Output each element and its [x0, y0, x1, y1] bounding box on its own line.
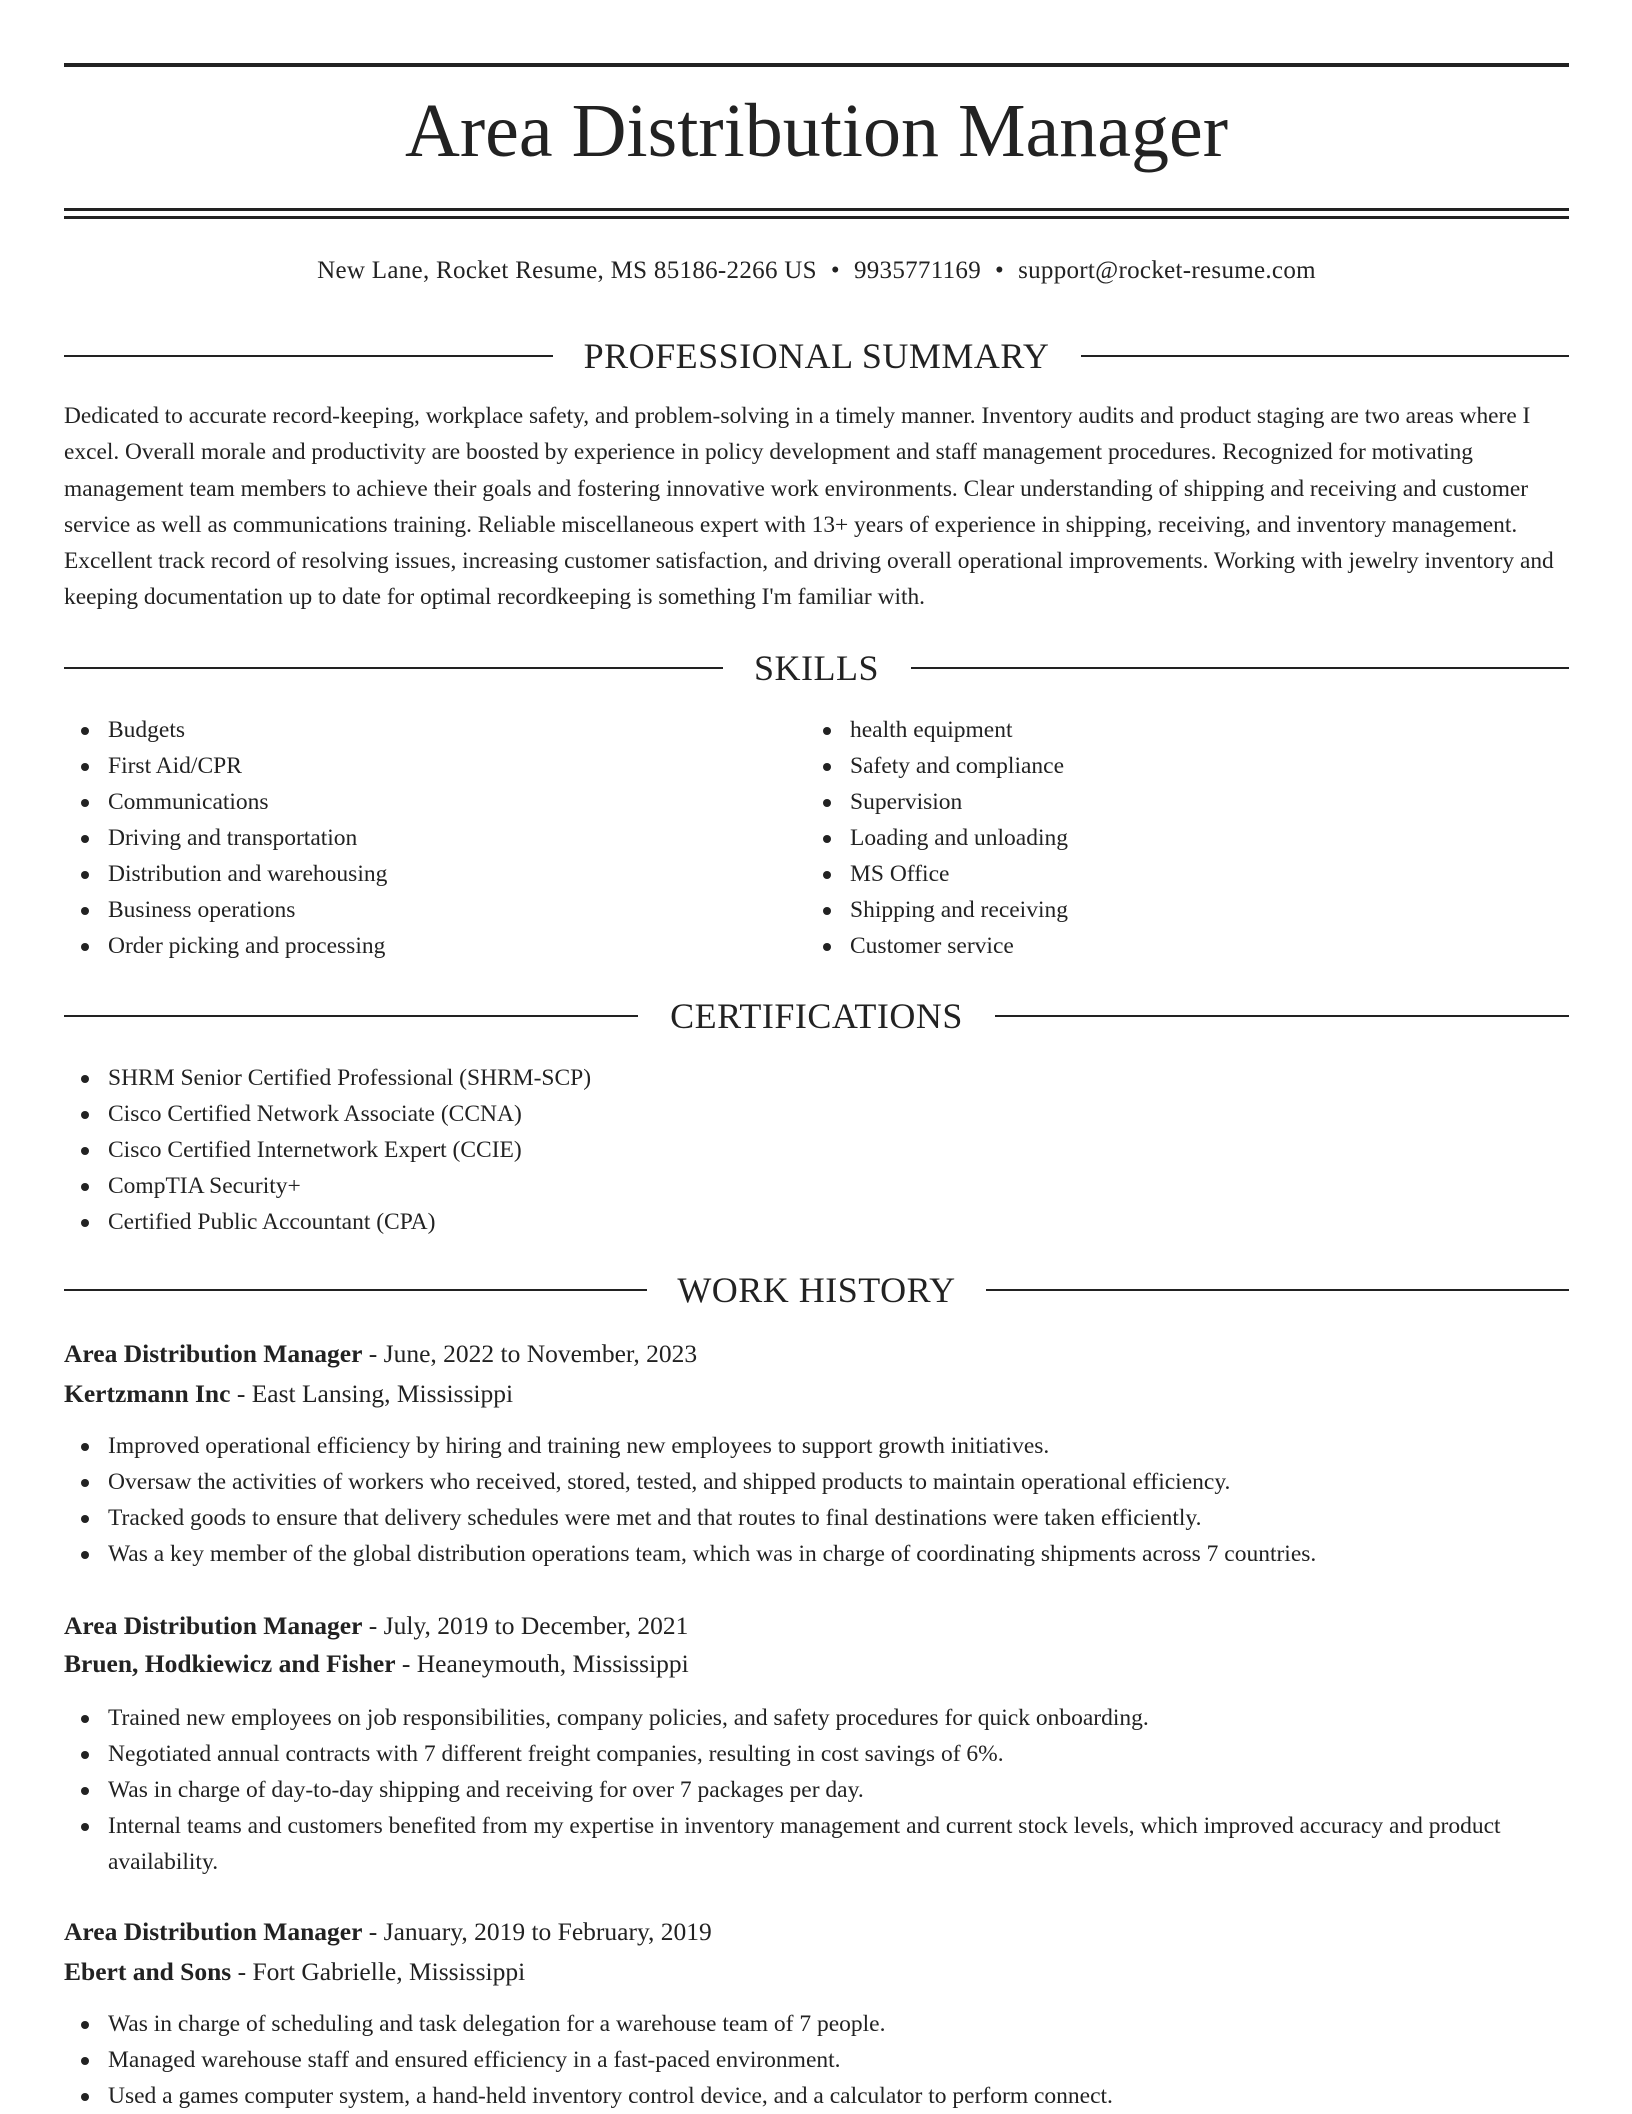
contact-email: support@rocket-resume.com — [1018, 257, 1316, 284]
skills-list-left — [64, 712, 804, 964]
contact-address: New Lane, Rocket Resume, MS 85186-2266 US — [317, 257, 817, 284]
section-header-work-history — [64, 1270, 1569, 1310]
section-header-summary — [64, 336, 1569, 376]
job-role: Area Distribution Manager — [64, 1339, 363, 1368]
job-location: Heaneymouth, Mississippi — [416, 1649, 689, 1678]
job-bullet: Oversaw the activities of workers who received, stored, tested, and shipped products to maintain operational efficiency. — [64, 1464, 1569, 1500]
job-company-line: Ebert and Sons - Fort Gabrielle, Mississippi — [64, 1957, 526, 1986]
job-title-line: Area Distribution Manager - January, 2019 to February, 2019 — [64, 1917, 712, 1946]
certification-item: Certified Public Accountant (CPA) — [64, 1204, 1569, 1240]
skill-item: Business operations — [64, 892, 804, 928]
title-block — [64, 63, 1569, 220]
section-rule — [1081, 355, 1569, 357]
title-rule-top — [64, 63, 1569, 67]
skill-item: Budgets — [64, 712, 804, 748]
contact-separator: • — [830, 257, 840, 284]
job-bullet: Trained new employees on job responsibilities, company policies, and safety procedures for quick onboarding. — [64, 1700, 1569, 1736]
skill-item: Safety and compliance — [806, 748, 1546, 784]
skill-item: Distribution and warehousing — [64, 856, 804, 892]
section-title-summary: PROFESSIONAL SUMMARY — [583, 336, 1050, 376]
skill-item: Driving and transportation — [64, 820, 804, 856]
job-bullet: Was in charge of day-to-day shipping and receiving for over 7 packages per day. — [64, 1772, 1569, 1808]
job-bullets — [64, 2006, 1569, 2114]
section-rule — [995, 1015, 1569, 1017]
skill-item: health equipment — [806, 712, 1546, 748]
skill-item: First Aid/CPR — [64, 748, 804, 784]
job-bullet: Was a key member of the global distribution operations team, which was in charge of coordinating shipments across 7 countries. — [64, 1536, 1569, 1572]
job-bullet: Was in charge of scheduling and task delegation for a warehouse team of 7 people. — [64, 2006, 1569, 2042]
certifications-list — [64, 1060, 1569, 1240]
section-title-certifications: CERTIFICATIONS — [670, 996, 963, 1036]
skill-item: Order picking and processing — [64, 928, 804, 964]
section-rule — [911, 667, 1569, 669]
skill-item: Communications — [64, 784, 804, 820]
job-dates: July, 2019 to December, 2021 — [383, 1611, 689, 1640]
job-location: Fort Gabrielle, Mississippi — [252, 1957, 526, 1986]
job-title-line: Area Distribution Manager - June, 2022 to November, 2023 — [64, 1339, 698, 1368]
skill-item: Customer service — [806, 928, 1546, 964]
job-bullet: Used a games computer system, a hand-held inventory control device, and a calculator to perform connect. — [64, 2078, 1569, 2114]
job-company: Ebert and Sons — [64, 1957, 232, 1986]
contact-separator: • — [995, 257, 1005, 284]
certification-item: Cisco Certified Network Associate (CCNA) — [64, 1096, 1569, 1132]
job-bullet: Managed warehouse staff and ensured efficiency in a fast-paced environment. — [64, 2042, 1569, 2078]
skill-item: Loading and unloading — [806, 820, 1546, 856]
job-role: Area Distribution Manager — [64, 1917, 363, 1946]
skills-list-right — [806, 712, 1546, 964]
job-bullet: Tracked goods to ensure that delivery schedules were met and that routes to final destinations were taken efficiently. — [64, 1500, 1569, 1536]
skill-item: Supervision — [806, 784, 1546, 820]
job-bullet: Negotiated annual contracts with 7 different freight companies, resulting in cost savings of 6%. — [64, 1736, 1569, 1772]
job-role: Area Distribution Manager — [64, 1611, 363, 1640]
section-title-work-history: WORK HISTORY — [677, 1270, 956, 1310]
certification-item: Cisco Certified Internetwork Expert (CCIE) — [64, 1132, 1569, 1168]
job-bullets — [64, 1428, 1569, 1572]
title-rule-bottom-double — [64, 216, 1569, 219]
skill-item: Shipping and receiving — [806, 892, 1546, 928]
job-bullets — [64, 1700, 1569, 1880]
job-location: East Lansing, Mississippi — [251, 1379, 514, 1408]
certification-item: CompTIA Security+ — [64, 1168, 1569, 1204]
certification-item: SHRM Senior Certified Professional (SHRM-SCP) — [64, 1060, 1569, 1096]
contact-phone: 9935771169 — [853, 257, 982, 284]
job-company: Bruen, Hodkiewicz and Fisher — [64, 1649, 396, 1678]
contact-line — [64, 256, 1569, 286]
resume-title: Area Distribution Manager — [404, 89, 1229, 173]
job-dates: June, 2022 to November, 2023 — [383, 1339, 698, 1368]
job-bullet: Improved operational efficiency by hiring and training new employees to support growth initiatives. — [64, 1428, 1569, 1464]
summary-paragraph: Dedicated to accurate record-keeping, workplace safety, and problem-solving in a timely manner. Inventory audits and product staging are two areas where I excel. Overall morale and productivity are boosted by experience in policy development and staff management procedures. Recognized for motivating management team members to achieve their goals and fostering innovative work environments. Clear understanding of shipping and receiving and customer service as well as communications training. Reliable miscellaneous expert with 13+ years of experience in shipping, receiving, and inventory management. Excellent track record of resolving issues, increasing customer satisfaction, and driving overall operational improvements. Working with jewelry inventory and keeping documentation up to date for optimal recordkeeping is something I'm familiar with. — [64, 403, 1554, 611]
job-company-line: Bruen, Hodkiewicz and Fisher - Heaneymouth, Mississippi — [64, 1649, 689, 1678]
job-dates: January, 2019 to February, 2019 — [383, 1917, 712, 1946]
section-header-skills — [64, 648, 1569, 688]
section-title-skills: SKILLS — [753, 648, 879, 688]
job-bullet: Internal teams and customers benefited from my expertise in inventory management and current stock levels, which improved accuracy and product availability. — [64, 1808, 1569, 1880]
section-header-certifications — [64, 996, 1569, 1036]
section-rule — [986, 1289, 1569, 1291]
job-company: Kertzmann Inc — [64, 1379, 231, 1408]
skill-item: MS Office — [806, 856, 1546, 892]
job-title-line: Area Distribution Manager - July, 2019 to December, 2021 — [64, 1611, 689, 1640]
title-rule-bottom — [64, 208, 1569, 211]
job-company-line: Kertzmann Inc - East Lansing, Mississippi — [64, 1379, 514, 1408]
